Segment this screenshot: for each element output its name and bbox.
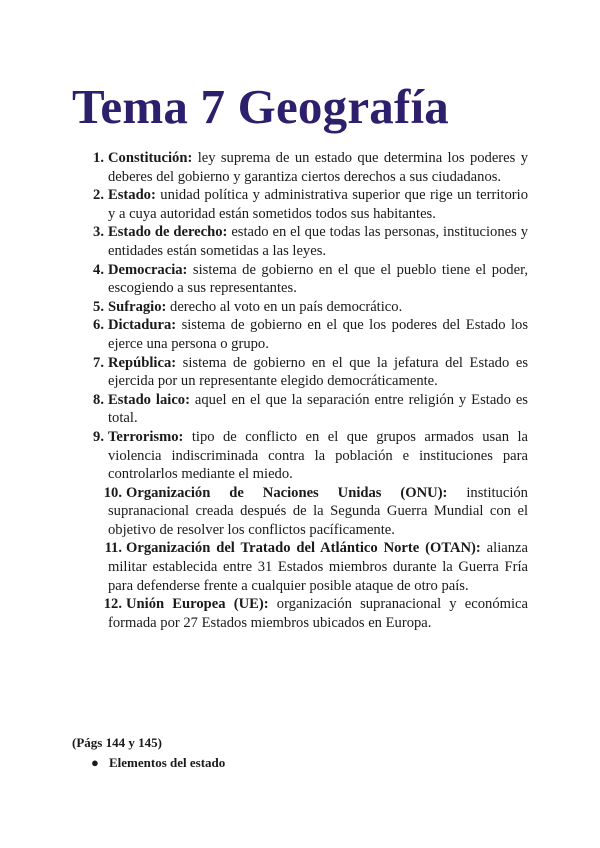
item-number: 10. (103, 484, 122, 501)
item-number: 4. (93, 261, 104, 278)
definition-text: tipo de conflicto en el que grupos armados usan la violencia indiscriminada contra la población e instituciones para controlarlos mediante el miedo. (108, 428, 528, 483)
definition-item (104, 539, 528, 595)
item-number: 3. (93, 224, 104, 241)
definition-item (103, 484, 528, 540)
definition-item (93, 391, 528, 428)
definition-text: sistema de gobierno en el que la jefatura del Estado es ejercida por un representante elegido democráticamente. (108, 354, 528, 390)
definition-term: Terrorismo: (108, 428, 184, 445)
item-number: 9. (93, 428, 104, 445)
definition-term: Estado laico: (108, 391, 190, 408)
definition-item (93, 354, 528, 391)
definition-text: estado en el que todas las personas, instituciones y entidades están sometidas a las leyes. (108, 224, 528, 259)
definition-item (103, 595, 528, 632)
definition-item (93, 298, 528, 317)
definition-term: Democracia: (108, 261, 188, 278)
definition-term: Constitución: (108, 150, 193, 166)
definition-term: Unión Europea (UE): (126, 596, 269, 613)
item-number: 7. (93, 354, 104, 371)
definition-term: Organización de Naciones Unidas (ONU): (126, 484, 448, 501)
definition-text: ley suprema de un estado que determina los poderes y deberes del gobierno y garantiza ciertos derechos a sus ciudadanos. (108, 150, 528, 185)
definition-text: sistema de gobierno en el que los poderes del Estado los ejerce una persona o grupo. (108, 317, 528, 352)
definition-item (93, 316, 528, 353)
item-number: 11. (104, 540, 122, 557)
page-title: Tema 7 Geografía (72, 79, 449, 134)
definition-term: Organización del Tratado del Atlántico Norte (OTAN): (126, 540, 481, 557)
item-number: 1. (93, 150, 104, 166)
definition-term: Estado: (108, 187, 156, 204)
definition-item (93, 261, 528, 298)
definition-item (93, 186, 528, 223)
definition-text: alianza militar establecida entre 31 Estados miembros durante la Guerra Fría para defenderse frente a cualquier posible ataque de otro país. (108, 540, 528, 594)
bullet-item (91, 755, 225, 771)
definition-item (93, 149, 528, 186)
definition-item (93, 223, 528, 260)
definition-term: Dictadura: (108, 317, 177, 334)
definition-text: organización supranacional y económica formada por 27 Estados miembros ubicados en Europa. (108, 596, 528, 631)
item-number: 8. (93, 391, 104, 408)
bullet-text: Elementos del estado (109, 755, 226, 770)
definition-text: derecho al voto en un país democrático. (166, 298, 403, 315)
item-number: 12. (103, 596, 122, 613)
item-number: 2. (93, 187, 104, 204)
definitions-list (93, 149, 528, 632)
item-number: 5. (93, 298, 104, 315)
bullet-icon: ● (91, 755, 99, 770)
item-number: 6. (93, 317, 104, 334)
definition-text: unidad política y administrativa superior que rige un territorio y a cuya autoridad están sometidos todos sus habitantes. (108, 187, 528, 222)
definition-term: República: (108, 354, 177, 371)
definition-term: Sufragio: (108, 298, 167, 315)
definition-text: sistema de gobierno en el que el pueblo tiene el poder, escogiendo a sus representantes. (108, 261, 528, 297)
definition-text: aquel en el que la separación entre religión y Estado es total. (108, 391, 528, 427)
definition-term: Estado de derecho: (108, 224, 228, 241)
definition-item (93, 428, 528, 484)
definition-text: institución supranacional creada después de la Segunda Guerra Mundial con el objetivo de resolver los conflictos pacíficamente. (108, 484, 528, 538)
pages-reference: (Págs 144 y 145) (72, 735, 162, 750)
